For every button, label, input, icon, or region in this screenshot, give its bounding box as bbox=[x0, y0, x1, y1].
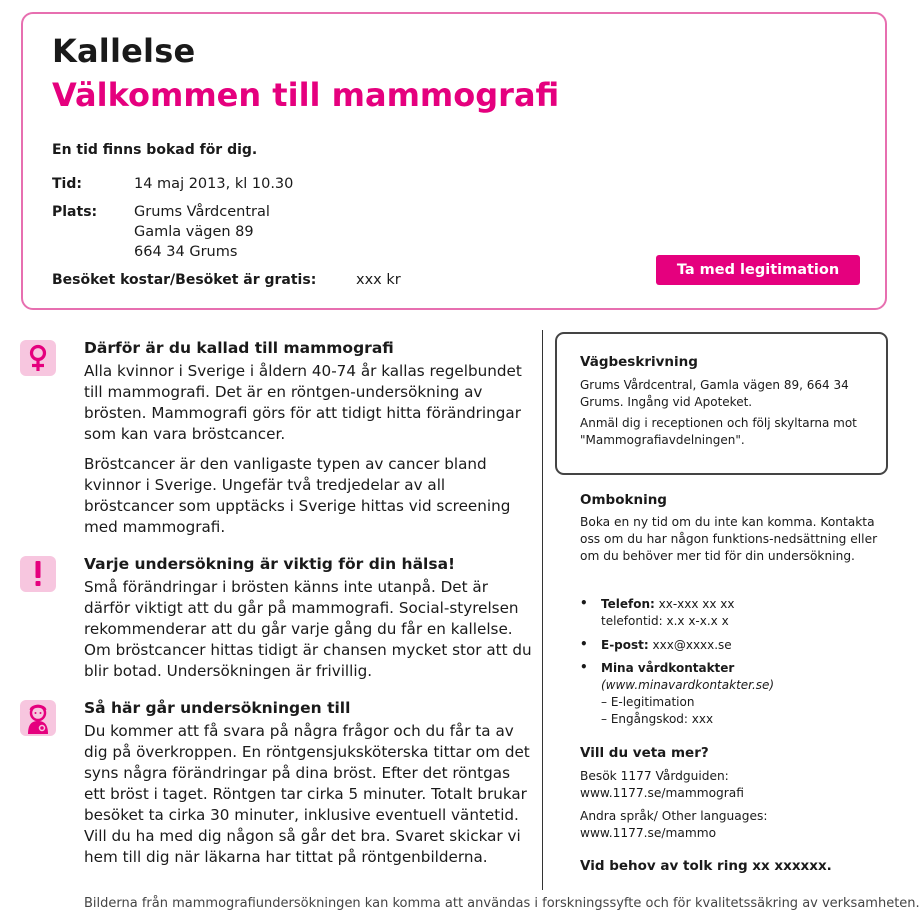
email-line bbox=[601, 637, 732, 654]
mina-engangskod: – Engångskod: xxx bbox=[601, 712, 714, 726]
more-info-link-2[interactable]: www.1177.se/mammo bbox=[580, 826, 717, 840]
rebooking-text: Boka en ny tid om du inte kan komma. Kontakta oss om du har någon funktions-nedsättning eller om du behöver mer tid för din undersökning. bbox=[580, 515, 878, 563]
section-title-procedure: Så här går undersökningen till bbox=[84, 699, 351, 717]
email-value[interactable]: xxx@xxxx.se bbox=[652, 638, 732, 652]
exclamation-icon bbox=[20, 556, 56, 592]
directions-title: Vägbeskrivning bbox=[580, 354, 698, 370]
email-label: E-post: bbox=[601, 638, 649, 652]
more-info-link-1[interactable]: www.1177.se/mammografi bbox=[580, 786, 744, 800]
section-important-paragraph: Små förändringar i brösten känns inte utanpå. Det är därför viktigt att du går på mammografi. Social-styrelsen rekommenderar att du går varje gång du får en kallelse. Om bröstcancer hittas tidigt är chansen mycket stor att du blir botad. Undersökningen är frivillig. bbox=[84, 578, 532, 680]
invitation-header bbox=[21, 12, 887, 310]
section-why-paragraph-1: Alla kvinnor i Sverige i åldern 40-74 år kallas regelbundet till mammografi. Det är en röntgen-undersökning av brösten. Mammografi görs för att tidigt hitta förändringar som kan vara bröstcancer. bbox=[84, 362, 522, 443]
bring-id-badge: Ta med legitimation bbox=[656, 255, 860, 285]
cost-value: xxx kr bbox=[356, 272, 401, 288]
section-title-important: Varje undersökning är viktig för din hälsa! bbox=[84, 555, 456, 573]
mina-vardkontakter-label: Mina vårdkontakter bbox=[601, 661, 735, 675]
bottom-cut-text: Bilderna från mammografiundersökningen kan komma att användas i forskningssyfte och för kvalitetssäkring av verksamheten. bbox=[84, 896, 920, 911]
phone-value[interactable]: xx-xxx xx xx bbox=[658, 597, 735, 611]
phone-line bbox=[601, 596, 735, 613]
mina-e-legitimation: – E-legitimation bbox=[601, 695, 695, 709]
place-line-3: 664 34 Grums bbox=[134, 244, 238, 260]
bullet-email: • bbox=[580, 637, 588, 651]
bullet-mina: • bbox=[580, 660, 588, 674]
place-label: Plats: bbox=[52, 204, 98, 220]
female-symbol-icon bbox=[20, 340, 56, 376]
interpreter-info: Vid behov av tolk ring xx xxxxxx. bbox=[580, 858, 832, 874]
more-info-title: Vill du veta mer? bbox=[580, 745, 709, 761]
page-title: Kallelse bbox=[52, 32, 196, 70]
directions-address: Grums Vårdcentral, Gamla vägen 89, 664 34 Grums. Ingång vid Apoteket. bbox=[580, 378, 849, 409]
time-value: 14 maj 2013, kl 10.30 bbox=[134, 176, 294, 192]
page-subtitle: Välkommen till mammografi bbox=[52, 76, 560, 114]
directions-instructions: Anmäl dig i receptionen och följ skyltarna mot "Mammografiavdelningen". bbox=[580, 416, 857, 447]
place-line-1: Grums Vårdcentral bbox=[134, 204, 270, 220]
directions-box bbox=[555, 332, 888, 475]
column-divider bbox=[542, 330, 543, 890]
phone-hours: telefontid: x.x x-x.x x bbox=[601, 614, 729, 628]
cost-label: Besöket kostar/Besöket är gratis: bbox=[52, 272, 317, 288]
section-procedure-paragraph: Du kommer att få svara på några frågor och du får ta av dig på överkroppen. En röntgensjuksköterska tittar om det syns några förändringar på dina bröst. Efter det röntgas ett bröst i taget. Röntgen tar cirka 5 minuter. Totalt brukar besöket ta cirka 30 minuter, inklusive eventuell väntetid. Vill du ha med dig någon så går det bra. Svaret skickar vi hem till dig när läkarna har tittat på röntgenbilderna. bbox=[84, 722, 530, 866]
more-info-line-3: Andra språk/ Other languages: bbox=[580, 809, 768, 823]
phone-label: Telefon: bbox=[601, 597, 655, 611]
booked-notice: En tid finns bokad för dig. bbox=[52, 142, 258, 158]
nurse-icon bbox=[20, 700, 56, 736]
place-line-2: Gamla vägen 89 bbox=[134, 224, 254, 240]
bullet-phone: • bbox=[580, 596, 588, 610]
rebooking-title: Ombokning bbox=[580, 492, 667, 508]
mina-vardkontakter-url[interactable]: (www.minavardkontakter.se) bbox=[601, 678, 775, 692]
section-title-why: Därför är du kallad till mammografi bbox=[84, 339, 394, 357]
more-info-line-1: Besök 1177 Vårdguiden: bbox=[580, 769, 729, 783]
section-why-paragraph-2: Bröstcancer är den vanligaste typen av cancer bland kvinnor i Sverige. Ungefär två tredjedelar av all bröstcancer som upptäcks i Sverige hittas vid screening med mammografi. bbox=[84, 455, 511, 536]
time-label: Tid: bbox=[52, 176, 82, 192]
